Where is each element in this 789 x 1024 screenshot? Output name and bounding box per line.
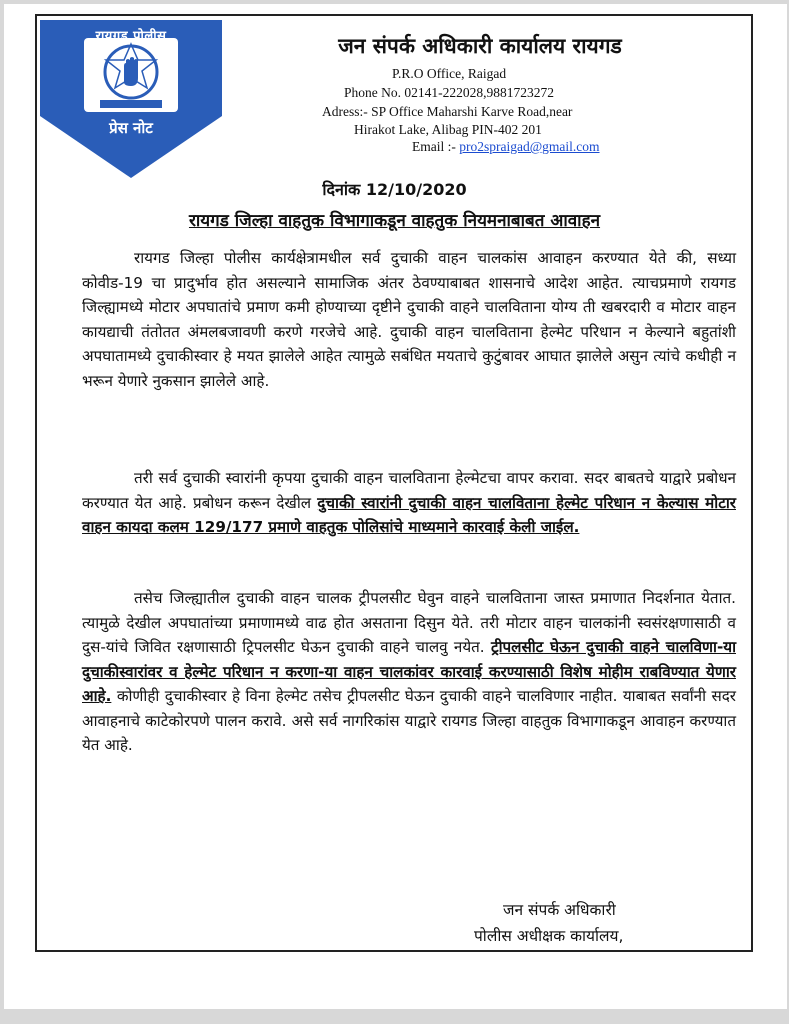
email-label: Email :- (412, 139, 456, 154)
body-paragraph-3 (82, 586, 736, 758)
office-address-line2: Hirakot Lake, Alibag PIN-402 201 (354, 122, 542, 137)
office-phone: Phone No. 02141-222028,9881723272 (344, 85, 554, 100)
badge-shield-icon (40, 20, 222, 180)
paragraph-3-warning: ट्रीपलसीट घेऊन दुचाकी वाहने चालविणा-या दुचाकीस्वारांवर व हेल्मेट परिधान न करणा-या वाहन चालकांवर कारवाई करण्यासाठी विशेष मोहीम राबविण्यात येणार आहे. (82, 638, 736, 705)
signature-line-1: जन संपर्क अधिकारी (503, 901, 616, 919)
office-email-row (412, 139, 600, 155)
notice-date: दिनांक 12/10/2020 (322, 180, 467, 199)
paragraph-3-text: तसेच जिल्ह्यातील दुचाकी वाहन चालक ट्रीपलसीट घेवुन वाहने चालविताना जास्त प्रमाणात निदर्शनात येतात. त्यामुळे देखील अपघातांच्या प्रमाणामध्ये वाढ होत असताना दिसुन येते. तरी मोटार वाहन चालकांनी स्वसंरक्षणासाठी व दुस-यांचे जिवित रक्षणासाठी ट्रिपलसीट घेऊन दुचाकी वाहने चालवु नयेत. (82, 589, 736, 656)
paragraph-1-text: रायगड जिल्हा पोलीस कार्यक्षेत्रामधील सर्व दुचाकी वाहन चालकांस आवाहन करण्यात येते की, सध्या कोवीड-19 चा प्रादुर्भाव होत असल्याने सामाजिक अंतर ठेवण्याबाबत शासनाचे आदेश आहेत. त्याचप्रमाणे रायगड जिल्ह्यामध्ये मोटार अपघातांचे प्रमाण कमी होण्याच्या दृष्टीने दुचाकी वाहने चालविताना योग्य ती खबरदारी व मोटार वाहन कायद्याची तंतोतत अंमलबजावणी करणे गरजेचे आहे. दुचाकी वाहन चालविताना हेल्मेट परिधान न केल्याने बहुतांशी अपघातामध्ये दुचाकीस्वार हे मयत झालेले आहेत त्यामुळे सबंधित मयताचे कुटुंबावर आघात झालेले असुन त्यांचे कधीही न भरून येणारे नुकसान झालेले आहे. (82, 249, 736, 390)
badge-press-note: प्रेस नोट (109, 119, 153, 137)
paragraph-2-warning: दुचाकी स्वारांनी दुचाकी वाहन चालविताना हेल्मेट परिधान न केल्यास मोटार वाहन कायदा कलम 129/177 प्रमाणे वाहतुक पोलिसांचे माध्यमाने कारवाई केली जाईल. (82, 493, 736, 536)
notice-subject: रायगड जिल्हा वाहतुक विभागाकडून वाहतुक नियमनाबाबत आवाहन (188, 211, 601, 231)
office-name: P.R.O Office, Raigad (392, 66, 507, 81)
press-note-badge (40, 20, 222, 180)
paragraph-2-text: तरी सर्व दुचाकी स्वारांनी कृपया दुचाकी वाहन चालविताना हेल्मेटचा वापर करावा. सदर बाबतचे याद्वारे प्रबोधन करण्यात येत आहे. प्रबोधन करून देखील (82, 469, 736, 512)
office-address-line1: Adress:- SP Office Maharshi Karve Road,near (322, 104, 573, 119)
body-paragraph-1 (82, 246, 736, 393)
signature-line-2: पोलीस अधीक्षक कार्यालय, (474, 927, 624, 945)
badge-title: रायगड पोलीस (95, 29, 167, 44)
office-title: जन संपर्क अधिकारी कार्यालय रायगड (338, 34, 622, 58)
body-paragraph-2 (82, 466, 736, 540)
paragraph-3-closing: कोणीही दुचाकीस्वार हे विना हेल्मेट तसेच ट्रीपलसीट घेऊन दुचाकी वाहने चालविणार नाहीत. याबाबत सर्वांनी सदर आवाहनाचे काटेकोरपणे पालन करावे. असे सर्व नागरिकांस याद्वारे रायगड जिल्हा वाहतुक विभागाकडून आवाहन करण्यात येत आहे. (82, 687, 737, 754)
email-link[interactable]: pro2spraigad@gmail.com (459, 139, 600, 154)
